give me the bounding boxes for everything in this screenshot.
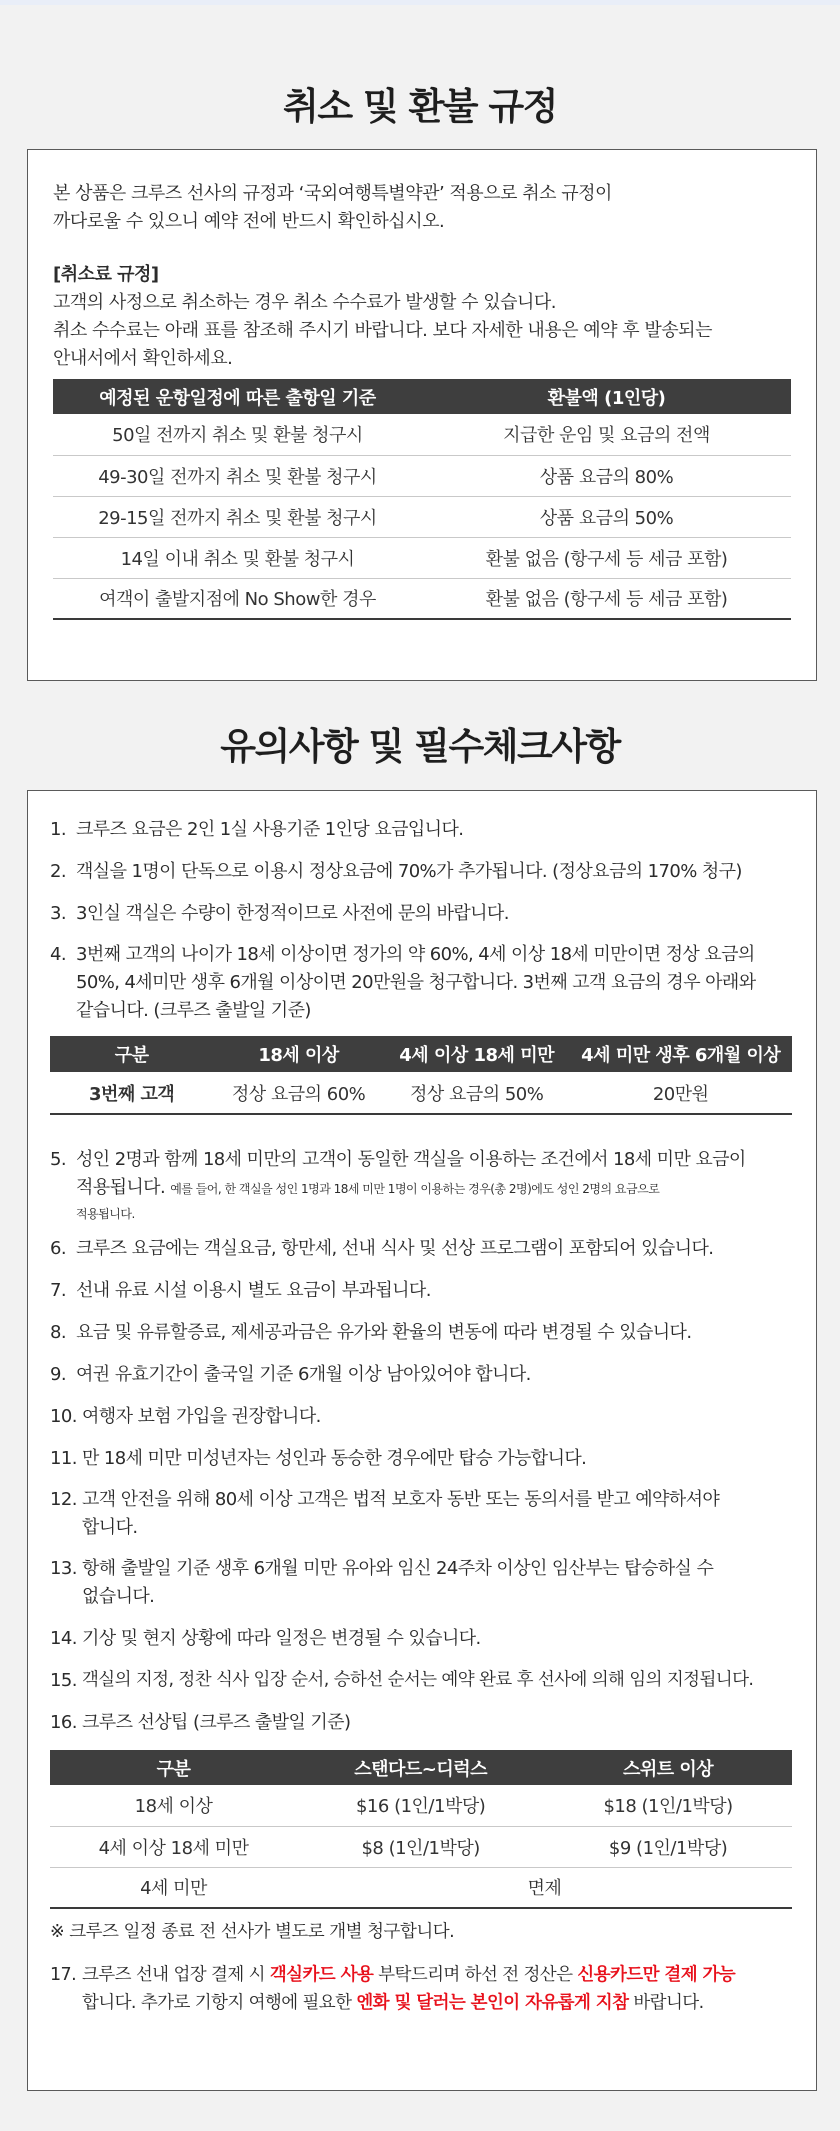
item-text: 크루즈 선내 업장 결제 시 <box>82 1965 270 1985</box>
third-cell: 20만원 <box>569 1072 792 1114</box>
refund-cell: 49-30일 전까지 취소 및 환불 청구시 <box>53 455 422 496</box>
fee-text-1: 고객의 사정으로 취소하는 경우 취소 수수료가 발생할 수 있습니다. <box>53 292 556 313</box>
tip-cell: $8 (1인/1박당) <box>297 1826 544 1867</box>
refund-header-amount: 환불액 (1인당) <box>422 379 791 414</box>
item-text: 성인 2명과 함께 18세 미만의 고객이 동일한 객실을 이용하는 조건에서 18세 미만 요금이 <box>76 1149 746 1170</box>
tip-cell: 4세 이상 18세 미만 <box>50 1826 297 1867</box>
item-number: 8. <box>50 1322 66 1343</box>
refund-table <box>53 379 791 620</box>
third-header-cell: 4세 이상 18세 미만 <box>384 1036 570 1072</box>
item-text: 없습니다. <box>82 1586 155 1607</box>
item-text: 50%, 4세미만 생후 6개월 이상이면 20만원을 청구합니다. 3번째 고객 요금의 경우 아래와 <box>76 972 756 993</box>
refund-table-header <box>53 379 791 414</box>
item-number: 14. <box>50 1628 77 1649</box>
refund-cell: 상품 요금의 50% <box>422 496 791 537</box>
notes-box <box>27 790 817 2091</box>
refund-cell: 환불 없음 (항구세 등 세금 포함) <box>422 537 791 578</box>
list-item-17 <box>50 1961 792 2017</box>
third-header-cell: 18세 이상 <box>213 1036 384 1072</box>
item-number: 3. <box>50 903 66 924</box>
table-row <box>50 1072 792 1114</box>
notes-list-a <box>50 815 792 1025</box>
list-item <box>50 1486 792 1542</box>
item-number: 1. <box>50 819 66 840</box>
item-number: 5. <box>50 1149 66 1170</box>
list-item <box>50 1555 792 1611</box>
tip-table-header <box>50 1750 792 1785</box>
list-item <box>50 1708 792 1737</box>
item-text: 고객 안전을 위해 80세 이상 고객은 법적 보호자 동반 또는 동의서를 받고 예약하셔야 <box>82 1489 720 1510</box>
item-number: 10. <box>50 1406 77 1427</box>
refund-cell: 50일 전까지 취소 및 환불 청구시 <box>53 414 422 455</box>
highlight-text: 객실카드 사용 <box>269 1965 374 1985</box>
table-row <box>50 1785 792 1826</box>
list-item <box>50 1666 792 1695</box>
tip-note: ※ 크루즈 일정 종료 전 선사가 별도로 개별 청구합니다. <box>50 1922 455 1942</box>
list-item <box>50 899 792 928</box>
item-text: 요금 및 유류할증료, 제세공과금은 유가와 환율의 변동에 따라 변경될 수 있습니다. <box>76 1322 692 1343</box>
item-number: 12. <box>50 1489 77 1510</box>
intro-line-1: 본 상품은 크루즈 선사의 규정과 ‘국외여행특별약관’ 적용으로 취소 규정이 <box>53 183 612 204</box>
refund-cell: 14일 이내 취소 및 환불 청구시 <box>53 537 422 578</box>
list-item <box>50 815 792 844</box>
item-text: 합니다. <box>82 1517 138 1538</box>
list-item-5 <box>50 1146 792 1225</box>
list-item <box>50 1276 792 1305</box>
tip-cell: 18세 이상 <box>50 1785 297 1826</box>
cancel-policy-box <box>27 149 817 681</box>
top-accent-line <box>0 0 840 5</box>
item-text: 기상 및 현지 상황에 따라 일정은 변경될 수 있습니다. <box>82 1628 481 1649</box>
tip-cell: $16 (1인/1박당) <box>297 1785 544 1826</box>
list-item <box>50 941 792 1025</box>
item-number: 15. <box>50 1670 77 1691</box>
cancel-title: 취소 및 환불 규정 <box>283 85 557 128</box>
item-text: 선내 유료 시설 이용시 별도 요금이 부과됩니다. <box>76 1280 431 1301</box>
item-text: 바랍니다. <box>628 1993 704 2013</box>
fee-text-2: 취소 수수료는 아래 표를 참조해 주시기 바랍니다. 보다 자세한 내용은 예약 후 발송되는 <box>53 320 712 341</box>
intro-line-2: 까다로울 수 있으니 예약 전에 반드시 확인하십시오. <box>53 211 445 232</box>
item-number: 16. <box>50 1712 77 1733</box>
fee-text-3: 안내서에서 확인하세요. <box>53 348 233 369</box>
tip-header-cell: 스위트 이상 <box>544 1750 792 1785</box>
item-text: 크루즈 요금은 2인 1실 사용기준 1인당 요금입니다. <box>76 819 464 840</box>
item-text: 3인실 객실은 수량이 한정적이므로 사전에 문의 바랍니다. <box>76 903 509 924</box>
third-cell: 3번째 고객 <box>50 1072 213 1114</box>
list-item <box>50 1402 792 1431</box>
notes-title: 유의사항 및 필수체크사항 <box>220 725 620 768</box>
third-guest-header <box>50 1036 792 1072</box>
list-item <box>50 1624 792 1653</box>
item-text: 합니다. 추가로 기항지 여행에 필요한 <box>82 1993 357 2013</box>
item-text: 크루즈 요금에는 객실요금, 항만세, 선내 식사 및 선상 프로그램이 포함되어 있습니다. <box>76 1238 714 1259</box>
third-cell: 정상 요금의 50% <box>384 1072 570 1114</box>
table-row <box>53 578 791 619</box>
third-guest-table <box>50 1036 792 1115</box>
refund-header-date: 예정된 운항일정에 따른 출항일 기준 <box>53 379 422 414</box>
highlight-text: 엔화 및 달러는 본인이 자유롭게 지참 <box>356 1993 629 2013</box>
table-row <box>50 1867 792 1908</box>
refund-cell: 여객이 출발지점에 No Show한 경우 <box>53 578 422 619</box>
item-text: 같습니다. (크루즈 출발일 기준) <box>76 1000 311 1021</box>
item-text: 부탁드리며 하선 전 정산은 <box>373 1965 578 1985</box>
third-header-cell: 4세 미만 생후 6개월 이상 <box>569 1036 792 1072</box>
item-number: 9. <box>50 1364 66 1385</box>
item-number: 17. <box>50 1965 77 1985</box>
item-text: 3번째 고객의 나이가 18세 이상이면 정가의 약 60%, 4세 이상 18세 미만이면 정상 요금의 <box>76 944 755 965</box>
notes-list-b <box>50 1234 792 1737</box>
item-text: 여행자 보험 가입을 권장합니다. <box>82 1406 321 1427</box>
fee-heading: [취소료 규정] <box>53 264 159 285</box>
item-text: 만 18세 미만 미성년자는 성인과 동승한 경우에만 탑승 가능합니다. <box>82 1448 587 1469</box>
item-text: 적용됩니다. <box>76 1177 166 1198</box>
item-text: 크루즈 선상팁 (크루즈 출발일 기준) <box>82 1712 351 1733</box>
item-text: 항해 출발일 기준 생후 6개월 미만 유아와 임신 24주차 이상인 임산부는 탑승하실 수 <box>82 1558 714 1579</box>
list-item <box>50 857 792 886</box>
tip-header-cell: 구분 <box>50 1750 297 1785</box>
tip-cell: $18 (1인/1박당) <box>544 1785 792 1826</box>
refund-cell: 환불 없음 (항구세 등 세금 포함) <box>422 578 791 619</box>
highlight-text: 신용카드만 결제 가능 <box>577 1965 736 1985</box>
refund-cell: 29-15일 전까지 취소 및 환불 청구시 <box>53 496 422 537</box>
item-number: 7. <box>50 1280 66 1301</box>
list-item <box>50 1234 792 1263</box>
item-text: 여권 유효기간이 출국일 기준 6개월 이상 남아있어야 합니다. <box>76 1364 531 1385</box>
item-number: 2. <box>50 861 66 882</box>
list-item <box>50 1444 792 1473</box>
table-row <box>53 414 791 455</box>
list-item <box>50 1318 792 1347</box>
third-cell: 정상 요금의 60% <box>213 1072 384 1114</box>
table-row <box>53 496 791 537</box>
item-small-text: 예를 들어, 한 객실을 성인 1명과 18세 미만 1명이 이용하는 경우(총 2명)에도 성인 2명의 요금으로 <box>170 1182 660 1196</box>
tip-cell: $9 (1인/1박당) <box>544 1826 792 1867</box>
third-header-cell: 구분 <box>50 1036 213 1072</box>
item-number: 6. <box>50 1238 66 1259</box>
item-text: 객실을 1명이 단독으로 이용시 정상요금에 70%가 추가됩니다. (정상요금의 170% 청구) <box>76 861 742 882</box>
item-number: 4. <box>50 944 66 965</box>
list-item <box>50 1360 792 1389</box>
item-number: 13. <box>50 1558 77 1579</box>
table-row <box>53 537 791 578</box>
item-small-text: 적용됩니다. <box>76 1207 135 1221</box>
tip-cell: 4세 미만 <box>50 1867 297 1908</box>
refund-cell: 지급한 운임 및 요금의 전액 <box>422 414 791 455</box>
tip-header-cell: 스탠다드~디럭스 <box>297 1750 544 1785</box>
table-row <box>53 455 791 496</box>
table-row <box>50 1826 792 1867</box>
refund-cell: 상품 요금의 80% <box>422 455 791 496</box>
item-number: 11. <box>50 1448 77 1469</box>
tip-table <box>50 1750 792 1909</box>
item-text: 객실의 지정, 정찬 식사 입장 순서, 승하선 순서는 예약 완료 후 선사에 의해 임의 지정됩니다. <box>82 1670 754 1690</box>
tip-cell: 면제 <box>297 1867 792 1908</box>
